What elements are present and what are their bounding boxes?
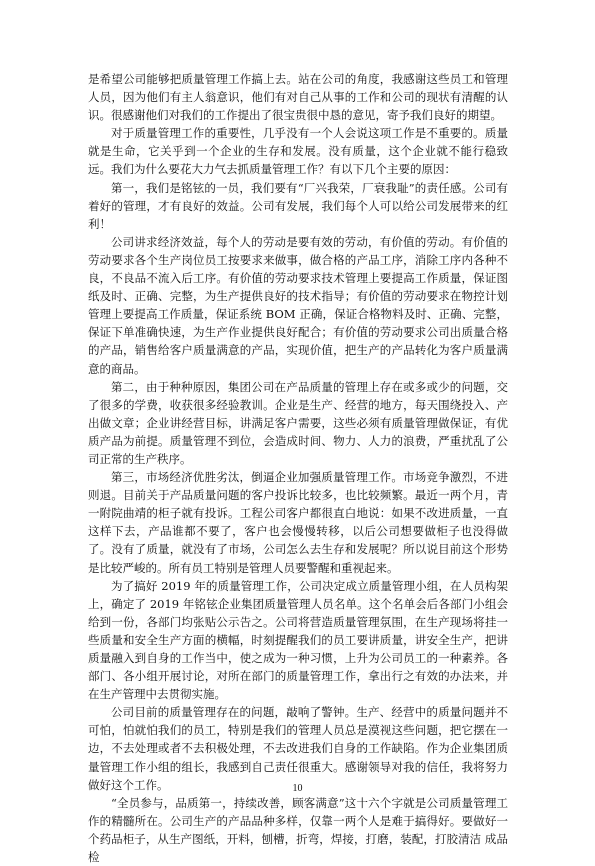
paragraph: 对于质量管理工作的重要性，几乎没有一个人会说这项工作是不重要的。质量就是生命，它关乎到一个企业的生存和发展。没有质量，这个企业就不能行稳致远。我们为什么要花大力气去抓质量管理工作？有以下几个主要的原因： [88, 126, 508, 177]
paragraph: “全员参与，品质第一，持续改善，顾客满意”这十六个字就是公司质量管理工作的精髓所在。公司生产的产品品种多样，仅靠一两个人是难于搞得好。要做好一个药品柜子，从生产图纸，开料，刨槽，折弯，焊接，打磨，装配，打胶清洁 成品检 [88, 795, 508, 865]
paragraph: 第二，由于种种原因，集团公司在产品质量的管理上存在或多或少的问题，交了很多的学费，收获很多经验教训。企业是生产、经营的地方，每天围绕投入、产出做文章；企业讲经营目标，讲满足客户需要，这些必须有质量管理做保证，有优质产品为前提。质量管理不到位，会造成时间、物力、人力的浪费，严重扰乱了公司正常的生产秩序。 [88, 379, 508, 466]
paragraph: 第三，市场经济优胜劣汰，倒逼企业加强质量管理工作。市场竞争激烈，不进则退。目前关于产品质量问题的客户投诉比较多，也比较频繁。最近一两个月，青一附院曲靖的柜子就有投诉。工程公司客户都很直白地说：如果不改进质量，一直这样下去，产品谁都不要了，客户也会慢慢转移，以后公司想要做柜子也没得做了。没有了质量，就没有了市场，公司怎么去生存和发展呢？所以说目前这个形势是比较严峻的。所有员工特别是管理人员要警醒和重视起来。 [88, 470, 508, 575]
paragraph: 为了搞好 2019 年的质量管理工作，公司决定成立质量管理小组，在人员构架上，确定了 2019 年铭铉企业集团质量管理人员名单。这个名单会后各部门小组会给到一份，各部门均张贴公示告之。公司将营造质量管理氛围，在生产现场将挂一些质量和安全生产方面的横幅，时刻提醒我们的员工要讲质量，讲安全生产，把讲质量融入到自身的工作当中，使之成为一种习惯，上升为公司员工的一种素养。各部门、各小组开展讨论，对所在部门的质量管理工作，拿出行之有效的办法来，并在生产管理中去贯彻实施。 [88, 578, 508, 702]
paragraph: 是希望公司能够把质量管理工作搞上去。站在公司的角度，我感谢这些员工和管理人员，因为他们有主人翁意识，他们有对自己从事的工作和公司的现状有清醒的认识。很感谢他们对我们的工作提出了很宝贵很中恳的意见，寄予我们良好的期望。 [88, 72, 508, 123]
document-body [88, 70, 508, 866]
page-number: 10 [292, 783, 303, 794]
paragraph: 公司讲求经济效益，每个人的劳动是要有效的劳动，有价值的劳动。有价值的劳动要求各个生产岗位员工按要求来做事，做合格的产品工序，消除工序内各种不良，不良品不流入后工序。有价值的劳动要求技术管理上要提高工作质量，保证图纸及时、正确、完整，为生产提供良好的技术指导；有价值的劳动要求在物控计划管理上要提高工作质量，保证系统 BOM 正确，保证合格物料及时、正确、完整，保证下单准确快速，为生产作业提供良好配合；有价值的劳动要求公司出质量合格的产品，销售给客户质量满意的产品，实现价值，把生产的产品转化为客户质量满意的商品。 [88, 234, 508, 376]
paragraph: 第一，我们是铭铉的一员，我们要有“厂兴我荣，厂衰我耻”的责任感。公司有着好的管理，才有良好的效益。公司有发展，我们每个人可以给公司发展带来的红利！ [88, 180, 508, 231]
paragraph: 公司目前的质量管理存在的问题，敲响了警钟。生产、经营中的质量问题并不可怕，怕就怕我们的员工，特别是我们的管理人员总是漠视这些问题，把它摆在一边，不去处理或者不去积极处理，不去改进我们自身的工作缺陷。作为企业集团质量管理工作小组的组长，我感到自己责任很重大。感谢领导对我的信任，我将努力做好这个工作。 [88, 705, 508, 792]
